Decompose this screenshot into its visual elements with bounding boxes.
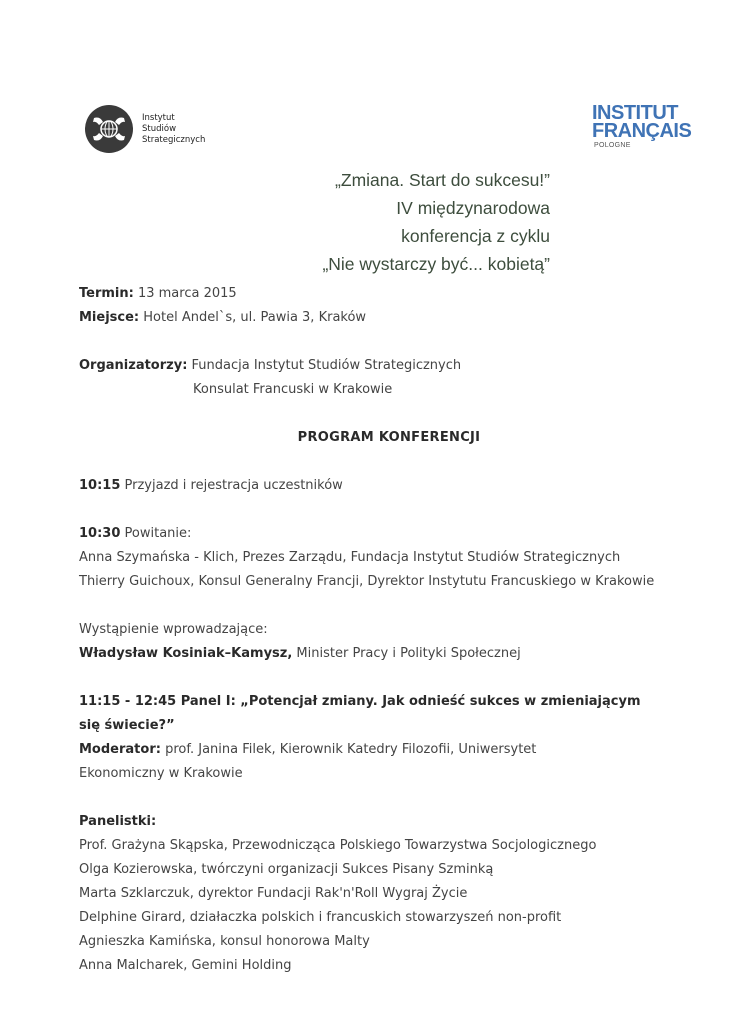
moderator-label: Moderator: [79, 742, 161, 757]
arrival-time: 10:15 [79, 478, 121, 493]
welcome-row [79, 522, 699, 546]
intro-speaker-name: Władysław Kosiniak–Kamysz, [79, 646, 293, 661]
panelist-item: Anna Malcharek, Gemini Holding [79, 958, 292, 973]
if-logo-line2: FRANÇAIS [592, 120, 692, 142]
document-body [79, 282, 699, 978]
title-line-1: „Zmiana. Start do sukcesu!” [335, 170, 550, 190]
spacer [79, 786, 699, 810]
if-logo-sub: POLOGNE [594, 142, 631, 149]
place-label: Miejsce: [79, 310, 140, 325]
date-row [79, 282, 699, 306]
welcome-time: 10:30 [79, 526, 121, 541]
place-row [79, 306, 699, 330]
place-value: Hotel Andel`s, ul. Pawia 3, Kraków [139, 310, 367, 325]
organizers-row [79, 354, 699, 378]
welcome-speaker-2: Thierry Guichoux, Konsul Generalny Francji, Dyrektor Instytutu Francuskiego w Krakowie [79, 574, 655, 589]
panelist-item: Agnieszka Kamińska, konsul honorowa Malty [79, 934, 370, 949]
organizer-2: Konsulat Francuski w Krakowie [193, 382, 393, 397]
moderator-row [79, 738, 699, 762]
iss-logo-line2: Studiów [142, 123, 177, 134]
organizers-label: Organizatorzy: [79, 358, 188, 373]
iss-logo-text [142, 113, 205, 146]
date-value: 13 marca 2015 [133, 286, 237, 301]
moderator-line-2: Ekonomiczny w Krakowie [79, 766, 243, 781]
panelists-label: Panelistki: [79, 814, 157, 829]
date-label: Termin: [79, 286, 134, 301]
if-logo-line1: INSTITUT [592, 102, 678, 124]
welcome-speaker-1: Anna Szymańska - Klich, Prezes Zarządu, Fundacja Instytut Studiów Strategicznych [79, 550, 621, 565]
iss-logo-line1: Instytut [142, 112, 175, 123]
intro-speaker-role: Minister Pracy i Polityki Społecznej [292, 646, 521, 661]
spacer [79, 594, 699, 618]
title-line-4: „Nie wystarczy być... kobietą” [322, 254, 550, 274]
moderator-line-1: prof. Janina Filek, Kierownik Katedry Filozofii, Uniwersytet [160, 742, 537, 757]
program-heading: PROGRAM KONFERENCJI [297, 430, 481, 445]
welcome-text: Powitanie: [120, 526, 192, 541]
arrival-text: Przyjazd i rejestracja uczestników [120, 478, 343, 493]
panelist-item: Prof. Grażyna Skąpska, Przewodnicząca Polskiego Towarzystwa Socjologicznego [79, 838, 597, 853]
panel-title-line-2: się świecie?” [79, 718, 175, 733]
title-line-2: IV międzynarodowa [396, 198, 550, 218]
spacer [79, 330, 699, 354]
panel-title-line-1: 11:15 - 12:45 Panel I: „Potencjał zmiany. Jak odnieść sukces w zmieniającym [79, 694, 641, 709]
institut-francais-logo [592, 102, 692, 164]
organizer-1: Fundacja Instytut Studiów Strategicznych [187, 358, 462, 373]
intro-speaker-row [79, 642, 699, 666]
iss-logo-line3: Strategicznych [142, 134, 206, 145]
iss-hands-globe-icon [84, 104, 134, 154]
spacer [79, 498, 699, 522]
spacer [79, 402, 699, 420]
panelist-item: Marta Szklarczuk, dyrektor Fundacji Rak'n'Roll Wygraj Życie [79, 886, 468, 901]
spacer [79, 450, 699, 474]
panelist-item: Delphine Girard, działaczka polskich i francuskich stowarzyszeń non-profit [79, 910, 562, 925]
title-line-3: konferencja z cyklu [401, 226, 550, 246]
arrival-row [79, 474, 699, 498]
conference-title [322, 166, 550, 278]
spacer [79, 666, 699, 690]
iss-logo [84, 104, 205, 154]
panelist-item: Olga Kozierowska, twórczyni organizacji Sukces Pisany Szminką [79, 862, 494, 877]
intro-label: Wystąpienie wprowadzające: [79, 622, 268, 637]
